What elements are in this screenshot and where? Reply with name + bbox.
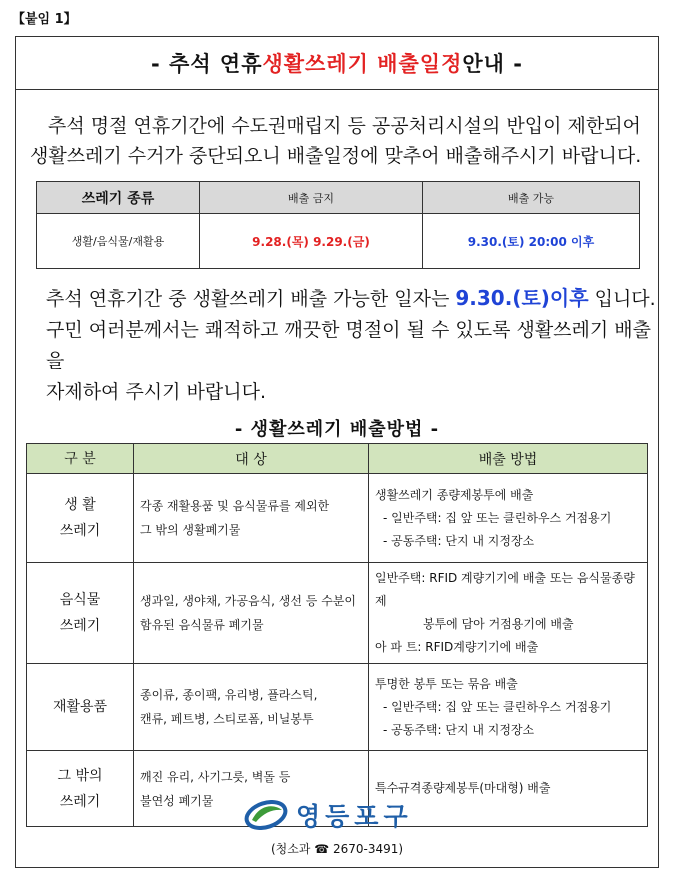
yeongdeungpo-emblem-icon [244,800,288,830]
notice-line-2: 구민 여러분께서는 쾌적하고 깨끗한 명절이 될 수 있도록 생활쓰레기 배출을 [46,319,651,372]
target-cell [134,563,369,664]
category-line: 쓰레기 [59,523,101,539]
schedule-prohibited-cell: 9.28.(목) 9.29.(금) [200,214,423,269]
schedule-table [36,181,640,269]
method-header-category: 구 분 [27,444,134,474]
method-line: 생활쓰레기 종량제봉투에 배출 [375,487,534,502]
attachment-label: 【붙임 1】 [12,12,77,27]
method-line: - 공동주택: 단지 내 지정장소 [383,722,535,737]
schedule-row [37,214,640,269]
schedule-header-row [37,182,640,214]
notice-line-3: 자제하여 주시기 바랍니다. [46,381,267,403]
method-line: - 일반주택: 집 앞 또는 클린하우스 거점용기 [383,510,612,525]
schedule-header-prohibited: 배출 금지 [200,182,423,214]
notice-line-1-pre: 추석 연휴기간 중 생활쓰레기 배출 가능한 일자는 [46,288,456,310]
category-cell [27,474,134,563]
target-cell [134,664,369,751]
method-line: - 일반주택: 집 앞 또는 클린하우스 거점용기 [383,699,612,714]
category-line: 재활용품 [52,699,108,715]
category-line: 그 밖의 [57,767,103,784]
category-line: 쓰레기 [59,618,101,634]
method-cell [369,664,648,751]
category-line: 쓰레기 [59,793,101,810]
method-cell [369,563,648,664]
target-line: 깨진 유리, 사기그릇, 벽돌 등 [140,769,291,784]
notice-paragraph [46,283,656,408]
district-logo [244,797,413,833]
method-line: 일반주택: RFID 계량기기에 배출 또는 음식물종량제 [375,571,635,608]
method-header-method: 배출 방법 [369,444,648,474]
method-line: 투명한 봉투 또는 묶음 배출 [375,676,518,691]
page-title [16,37,658,90]
method-line: 아 파 트: RFID계량기기에 배출 [375,640,539,654]
intro-line-1: 추석 명절 연휴기간에 수도권매립지 등 공공처리시설의 반입이 제한되어 [48,115,641,137]
target-line: 종이류, 종이팩, 유리병, 플라스틱, [140,688,318,702]
method-header-row [27,444,648,474]
schedule-allowed-cell: 9.30.(토) 20:00 이후 [423,214,640,269]
schedule-header-type: 쓰레기 종류 [37,182,200,214]
title-highlight: 생활쓰레기 배출일정 [262,52,463,76]
target-line: 함유된 음식물류 폐기물 [140,618,264,632]
target-line: 불연성 폐기물 [140,793,214,808]
method-title: - 생활쓰레기 배출방법 - [234,419,440,440]
method-line: - 공동주택: 단지 내 지정장소 [383,533,535,548]
notice-line-1-post: 입니다. [588,288,656,310]
category-cell [27,563,134,664]
title-suffix: 안내 - [462,52,523,76]
target-line: 캔류, 페트병, 스티로폼, 비닐봉투 [140,712,314,726]
method-line: 봉투에 담아 거점용기에 배출 [423,617,574,631]
method-table [26,443,648,827]
target-line: 생과일, 생야채, 가공음식, 생선 등 수분이 [140,594,356,608]
category-line: 음식물 [59,592,101,608]
notice-line-1 [46,283,656,315]
title-prefix: - 추석 연휴 [151,52,263,76]
table-row [27,563,648,664]
category-cell [27,664,134,751]
target-line: 각종 재활용품 및 음식물류를 제외한 [140,499,330,513]
intro-paragraph [30,111,652,171]
schedule-type-cell: 생활/음식물/재활용 [37,214,200,269]
target-cell [134,474,369,563]
method-header-target: 대 상 [134,444,369,474]
table-row [27,474,648,563]
method-cell [369,474,648,563]
contact-info: (청소과 ☎ 2670-3491) [270,842,404,856]
table-row [27,664,648,751]
notice-date-highlight: 9.30.(토)이후 [455,286,589,310]
notice-frame [15,36,659,868]
target-line: 그 밖의 생활폐기물 [140,523,241,537]
schedule-header-allowed: 배출 가능 [423,182,640,214]
logo-text: 영등포구 [296,802,413,831]
category-cell [27,751,134,827]
method-line: 특수규격종량제봉투(마대형) 배출 [375,781,551,795]
category-line: 생 활 [64,497,96,513]
intro-line-2: 생활쓰레기 수거가 중단되오니 배출일정에 맞추어 배출해주시기 바랍니다. [30,145,642,167]
